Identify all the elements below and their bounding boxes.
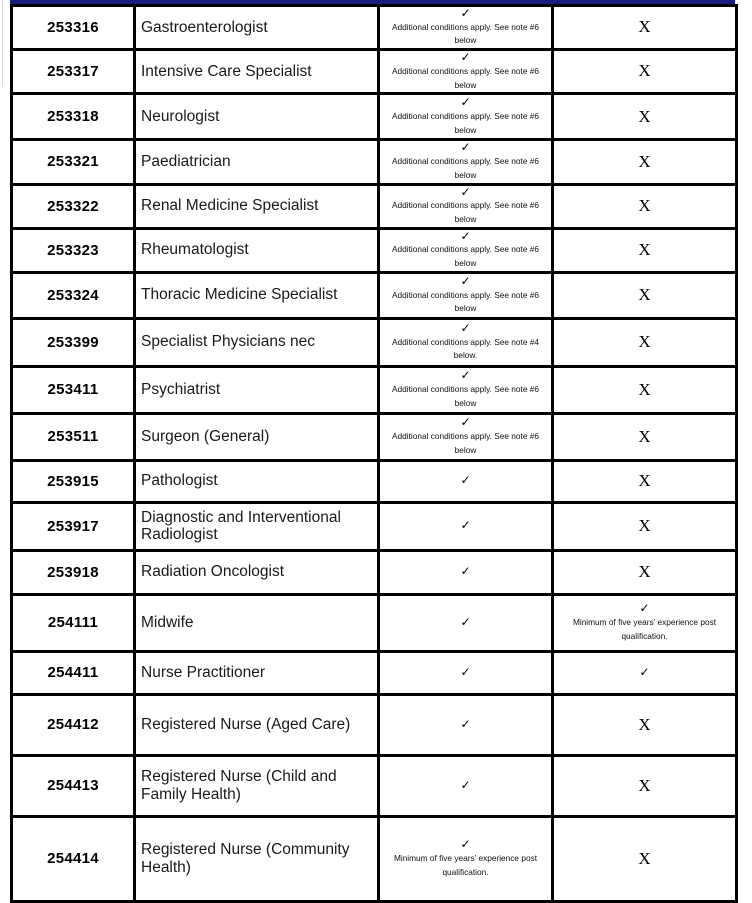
check-mark: ✓ [460, 777, 471, 792]
anzsco-code: 254413 [12, 755, 135, 816]
table-row [12, 694, 737, 755]
eligibility-cell [553, 318, 737, 366]
occupation-name: Intensive Care Specialist [135, 50, 379, 94]
anzsco-code: 254111 [12, 594, 135, 651]
check-mark: ✓ [639, 664, 650, 679]
eligibility-cell [553, 694, 737, 755]
check-mark: ✓ [460, 50, 471, 65]
table-row [12, 502, 737, 550]
table-row [12, 94, 737, 140]
condition-note: Additional conditions apply. See note #6 below [392, 431, 539, 455]
anzsco-code: 253917 [12, 502, 135, 550]
occupations-table-container [10, 0, 735, 903]
condition-cell [379, 816, 553, 901]
occupation-name: Registered Nurse (Aged Care) [135, 694, 379, 755]
occupation-name: Specialist Physicians nec [135, 318, 379, 366]
check-mark: ✓ [460, 664, 471, 679]
table-row [12, 550, 737, 594]
eligibility-cell [553, 502, 737, 550]
occupation-name: Registered Nurse (Child and Family Health) [135, 755, 379, 816]
anzsco-code: 253318 [12, 94, 135, 140]
condition-cell [379, 184, 553, 228]
condition-cell [379, 413, 553, 460]
check-mark: ✓ [460, 614, 471, 629]
occupation-name: Registered Nurse (Community Health) [135, 816, 379, 901]
condition-cell [379, 651, 553, 694]
check-mark: ✓ [460, 140, 471, 155]
check-mark: ✓ [460, 368, 471, 383]
condition-note: Additional conditions apply. See note #4 below. [392, 336, 539, 361]
condition-note: Minimum of five years’ experience post qualification. [393, 853, 538, 877]
check-mark: ✓ [460, 320, 471, 335]
condition-note: Additional conditions apply. See note #6 below [392, 65, 539, 90]
cross-mark: X [638, 285, 651, 305]
occupation-name: Thoracic Medicine Specialist [135, 272, 379, 318]
cross-mark: X [638, 848, 651, 868]
table-row [12, 755, 737, 816]
eligibility-cell [553, 755, 737, 816]
occupation-name: Midwife [135, 594, 379, 651]
condition-cell [379, 502, 553, 550]
check-mark: ✓ [460, 273, 471, 288]
cross-mark: X [638, 151, 651, 171]
table-row [12, 140, 737, 184]
table-row [12, 228, 737, 272]
cross-mark: X [638, 106, 651, 126]
table-row [12, 816, 737, 901]
condition-cell [379, 460, 553, 502]
occupation-name: Gastroenterologist [135, 6, 379, 50]
condition-cell [379, 272, 553, 318]
condition-note: Additional conditions apply. See note #6 below [392, 111, 539, 135]
eligibility-cell [553, 366, 737, 413]
anzsco-code: 254412 [12, 694, 135, 755]
table-row [12, 460, 737, 502]
cross-mark: X [638, 195, 651, 215]
anzsco-code: 253918 [12, 550, 135, 594]
condition-cell [379, 140, 553, 184]
cross-mark: X [638, 714, 651, 734]
eligibility-cell [553, 228, 737, 272]
occupation-name: Psychiatrist [135, 366, 379, 413]
cross-mark: X [638, 17, 651, 37]
eligibility-cell [553, 184, 737, 228]
check-mark: ✓ [460, 184, 471, 199]
occupation-name: Neurologist [135, 94, 379, 140]
anzsco-code: 254411 [12, 651, 135, 694]
check-mark: ✓ [460, 518, 471, 533]
table-row [12, 184, 737, 228]
anzsco-code: 253411 [12, 366, 135, 413]
eligibility-cell [553, 50, 737, 94]
eligibility-cell [553, 6, 737, 50]
occupation-name: Diagnostic and Interventional Radiologist [135, 502, 379, 550]
table-row [12, 651, 737, 694]
anzsco-code: 253322 [12, 184, 135, 228]
anzsco-code: 253317 [12, 50, 135, 94]
cross-mark: X [638, 562, 651, 582]
occupation-name: Surgeon (General) [135, 413, 379, 460]
condition-note: Additional conditions apply. See note #6 below [392, 156, 539, 180]
condition-note: Additional conditions apply. See note #6 below [392, 384, 539, 408]
eligibility-cell [553, 651, 737, 694]
occupation-name: Rheumatologist [135, 228, 379, 272]
occupation-name: Radiation Oncologist [135, 550, 379, 594]
check-mark: ✓ [460, 837, 471, 852]
check-mark: ✓ [460, 415, 471, 430]
cross-mark: X [638, 332, 651, 352]
condition-cell [379, 755, 553, 816]
eligibility-cell [553, 594, 737, 651]
condition-note: Additional conditions apply. See note #6 below [392, 21, 539, 46]
occupation-name: Nurse Practitioner [135, 651, 379, 694]
check-mark: ✓ [639, 601, 650, 616]
cross-mark: X [638, 379, 651, 399]
condition-cell [379, 228, 553, 272]
check-mark: ✓ [460, 564, 471, 579]
anzsco-code: 253323 [12, 228, 135, 272]
check-mark: ✓ [460, 473, 471, 488]
eligibility-cell [553, 816, 737, 901]
table-row [12, 272, 737, 318]
anzsco-code: 253324 [12, 272, 135, 318]
condition-cell [379, 94, 553, 140]
anzsco-code: 253399 [12, 318, 135, 366]
condition-cell [379, 550, 553, 594]
anzsco-code: 253321 [12, 140, 135, 184]
check-mark: ✓ [460, 716, 471, 731]
table-row [12, 50, 737, 94]
cross-mark: X [638, 426, 651, 446]
table-row [12, 6, 737, 50]
anzsco-code: 253915 [12, 460, 135, 502]
eligibility-cell [553, 272, 737, 318]
occupation-name: Renal Medicine Specialist [135, 184, 379, 228]
eligibility-cell [553, 550, 737, 594]
check-mark: ✓ [460, 228, 471, 243]
condition-note: Additional conditions apply. See note #6 below [392, 200, 539, 224]
cross-mark: X [638, 239, 651, 259]
condition-note: Additional conditions apply. See note #6 below [392, 289, 539, 314]
condition-cell [379, 366, 553, 413]
cross-mark: X [638, 516, 651, 536]
condition-cell [379, 594, 553, 651]
anzsco-code: 253511 [12, 413, 135, 460]
table-row [12, 413, 737, 460]
table-row [12, 366, 737, 413]
anzsco-code: 254414 [12, 816, 135, 901]
table-row [12, 318, 737, 366]
check-mark: ✓ [460, 95, 471, 110]
condition-cell [379, 694, 553, 755]
occupations-table [10, 4, 738, 903]
check-mark: ✓ [460, 6, 471, 20]
table-row [12, 594, 737, 651]
cross-mark: X [638, 471, 651, 491]
condition-cell [379, 6, 553, 50]
occupation-name: Paediatrician [135, 140, 379, 184]
eligibility-note: Minimum of five years’ experience post qualification. [572, 617, 717, 641]
condition-note: Additional conditions apply. See note #6 below [392, 244, 539, 269]
anzsco-code: 253316 [12, 6, 135, 50]
condition-cell [379, 318, 553, 366]
cross-mark: X [638, 775, 651, 795]
cross-mark: X [638, 61, 651, 81]
occupation-name: Pathologist [135, 460, 379, 502]
condition-cell [379, 50, 553, 94]
page-edge-line [2, 0, 3, 86]
eligibility-cell [553, 140, 737, 184]
eligibility-cell [553, 413, 737, 460]
eligibility-cell [553, 94, 737, 140]
eligibility-cell [553, 460, 737, 502]
